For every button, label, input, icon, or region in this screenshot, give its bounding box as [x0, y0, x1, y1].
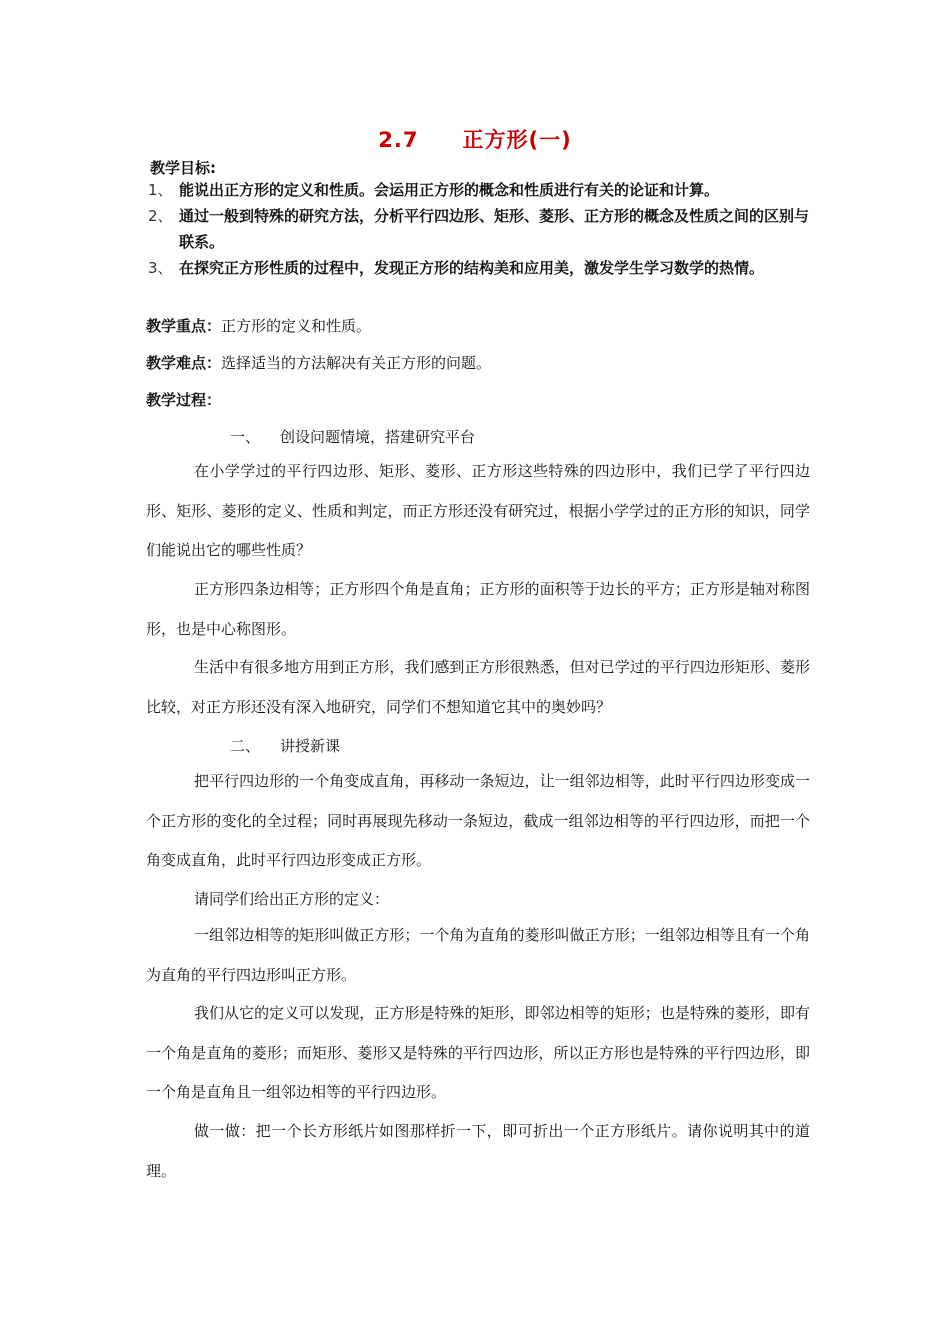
- paragraph: 我们从它的定义可以发现，正方形是特殊的矩形，即邻边相等的矩形；也是特殊的菱形，即有一个角是直角的菱形；而矩形、菱形又是特殊的平行四边形，所以正方形也是特殊的平行四边形，即一个角是直角且一组邻边相等的平行四边形。: [146, 1004, 810, 1101]
- section-title: 创设问题情境，搭建研究平台: [280, 428, 476, 446]
- difficulty-line: [146, 352, 491, 374]
- section-number: 二、: [230, 737, 261, 755]
- key-point-label: 教学重点：: [146, 317, 222, 335]
- title-text: 正方形(一): [462, 128, 572, 152]
- difficulty-text: 选择适当的方法解决有关正方形的问题。: [221, 354, 492, 372]
- paragraph: 做一做：把一个长方形纸片如图那样折一下，即可折出一个正方形纸片。请你说明其中的道理。: [146, 1122, 810, 1180]
- section-heading: [230, 426, 475, 447]
- process-line: [146, 389, 221, 411]
- difficulty-label: 教学难点：: [146, 354, 222, 372]
- section-heading: [230, 735, 340, 756]
- objectives-heading: 教学目标:: [150, 159, 216, 177]
- section-number: 一、: [230, 428, 261, 446]
- key-point-line: [146, 315, 371, 337]
- objective-item: [148, 177, 818, 203]
- paragraph: 把平行四边形的一个角变成直角，再移动一条短边，让一组邻边相等，此时平行四边形变成一个正方形的变化的全过程；同时再展现先移动一条短边，截成一组邻边相等的平行四边形，而把一个角变成直角，此时平行四边形变成正方形。: [146, 772, 810, 869]
- objective-item: [148, 203, 818, 255]
- objective-text: 通过一般到特殊的研究方法，分析平行四边形、矩形、菱形、正方形的概念及性质之间的区别与联系。: [179, 207, 810, 251]
- paragraph: 在小学学过的平行四边形、矩形、菱形、正方形这些特殊的四边形中，我们已学了平行四边形、矩形、菱形的定义、性质和判定，而正方形还没有研究过，根据小学学过的正方形的知识，同学们能说出它的哪些性质？: [146, 462, 810, 559]
- objective-number: 2、: [148, 207, 173, 225]
- objective-number: 1、: [148, 181, 173, 199]
- page-title: [0, 124, 950, 154]
- process-label: 教学过程：: [146, 391, 222, 409]
- objective-text: 在探究正方形性质的过程中，发现正方形的结构美和应用美，激发学生学习数学的热情。: [179, 259, 765, 277]
- section-title: 讲授新课: [280, 737, 341, 755]
- key-point-text: 正方形的定义和性质。: [221, 317, 372, 335]
- title-number: 2.7: [378, 128, 419, 152]
- objective-item: [148, 255, 818, 281]
- paragraph: 请同学们给出正方形的定义：: [194, 890, 390, 908]
- objective-text: 能说出正方形的定义和性质。会运用正方形的概念和性质进行有关的论证和计算。: [179, 181, 720, 199]
- paragraph: 一组邻边相等的矩形叫做正方形；一个角为直角的菱形叫做正方形；一组邻边相等且有一个角为直角的平行四边形叫正方形。: [146, 926, 810, 984]
- objective-number: 3、: [148, 259, 173, 277]
- paragraph: 正方形四条边相等；正方形四个角是直角；正方形的面积等于边长的平方；正方形是轴对称图形，也是中心称图形。: [146, 580, 810, 638]
- paragraph: 生活中有很多地方用到正方形，我们感到正方形很熟悉，但对已学过的平行四边形矩形、菱形比较，对正方形还没有深入地研究，同学们不想知道它其中的奥妙吗？: [146, 658, 810, 716]
